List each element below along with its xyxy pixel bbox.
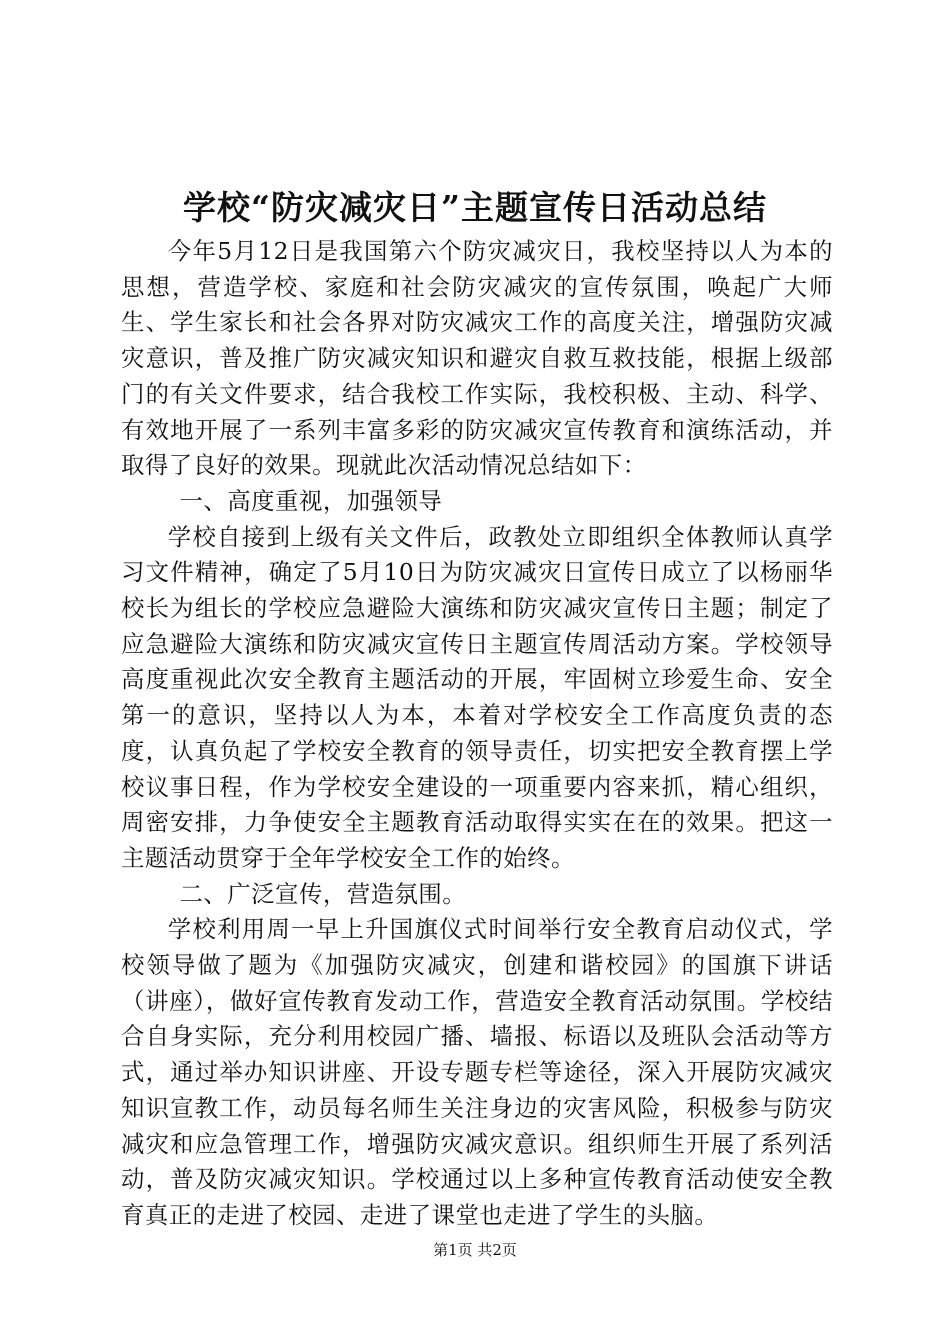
paragraph-section-2: 学校利用周一早上升国旗仪式时间举行安全教育启动仪式，学校领导做了题为《加强防灾减灾，创建和谐校园》的国旗下讲话（讲座），做好宣传教育发动工作，营造安全教育活动氛围。学校结合自身实际，充分利用校园广播、墙报、标语以及班队会活动等方式，通过举办知识讲座、开设专题专栏等途径，深入开展防灾减灾知识宣教工作，动员每名师生关注身边的灾害风险，积极参与防灾减灾和应急管理工作，增强防灾减灾意识。组织师生开展了系列活动，普及防灾减灾知识。学校通过以上多种宣传教育活动使安全教育真正的走进了校园、走进了课堂也走进了学生的头脑。 [121, 915, 833, 1229]
section-heading-1: 一、高度重视，加强领导 [179, 486, 443, 515]
paragraph-intro: 今年5月12日是我国第六个防灾减灾日，我校坚持以人为本的思想，营造学校、家庭和社会防灾减灾的宣传氛围，唤起广大师生、学生家长和社会各界对防灾减灾工作的高度关注，增强防灾减灾意识，普及推广防灾减灾知识和避灾自救互救技能，根据上级部门的有关文件要求，结合我校工作实际，我校积极、主动、科学、有效地开展了一系列丰富多彩的防灾减灾宣传教育和演练活动，并取得了良好的效果。现就此次活动情况总结如下： [121, 237, 833, 480]
page-footer: 第1页 共2页 [433, 1241, 517, 1259]
section-heading-2: 二、广泛宣传，营造氛围。 [179, 879, 467, 908]
document-title: 学校“防灾减灾日”主题宣传日活动总结 [183, 188, 767, 227]
paragraph-section-1: 学校自接到上级有关文件后，政教处立即组织全体教师认真学习文件精神，确定了5月10日为防灾减灾日宣传日成立了以杨丽华校长为组长的学校应急避险大演练和防灾减灾宣传日主题；制定了应急避险大演练和防灾减灾宣传日主题宣传周活动方案。学校领导高度重视此次安全教育主题活动的开展，牢固树立珍爱生命、安全第一的意识，坚持以人为本，本着对学校安全工作高度负责的态度，认真负起了学校安全教育的领导责任，切实把安全教育摆上学校议事日程，作为学校安全建设的一项重要内容来抓，精心组织，周密安排，力争使安全主题教育活动取得实实在在的效果。把这一主题活动贯穿于全年学校安全工作的始终。 [121, 522, 833, 872]
document-body [121, 234, 833, 1234]
